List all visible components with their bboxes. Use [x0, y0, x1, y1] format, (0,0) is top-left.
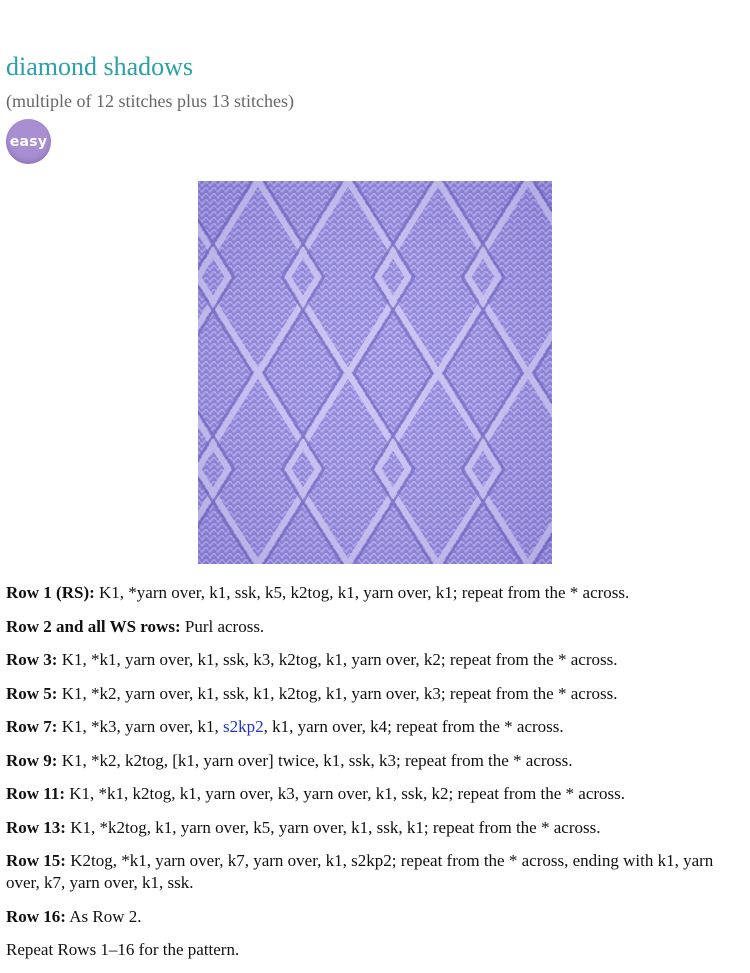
instruction-row-3: Row 3: K1, *k1, yarn over, k1, ssk, k3, k2tog, k1, yarn over, k2; repeat from the * across. — [6, 650, 618, 669]
knit-swatch-image — [198, 181, 552, 564]
instruction-row-5: Row 5: K1, *k2, yarn over, k1, ssk, k1, k2tog, k1, yarn over, k3; repeat from the * across. — [6, 683, 618, 703]
instruction-row-16: Row 16: As Row 2. — [6, 906, 142, 926]
instruction-row-9: Row 9: K1, *k2, k2tog, [k1, yarn over] twice, k1, ssk, k3; repeat from the * across. — [6, 750, 573, 770]
instruction-row-1: Row 1 (RS): K1, *yarn over, k1, ssk, k5, k2tog, k1, yarn over, k1; repeat from the * across. — [6, 583, 630, 602]
instruction-row-2: Row 2 and all WS rows: Purl across. — [6, 616, 265, 636]
s2kp2-link[interactable]: s2kp2 — [222, 717, 264, 736]
repeat-note: Repeat Rows 1–16 for the pattern. — [6, 940, 240, 959]
stitch-multiple: (multiple of 12 stitches plus 13 stitches) — [6, 91, 294, 111]
pattern-title: diamond shadows — [6, 52, 194, 81]
instruction-row-15: Row 15: K2tog, *k1, yarn over, k7, yarn over, k1, s2kp2; repeat from the * across, ending with k1, yarn over, k7, yarn over, k1, ssk. — [6, 851, 714, 892]
instruction-row-7: Row 7: K1, *k3, yarn over, k1, s2kp2, k1, yarn over, k4; repeat from the * across. — [6, 717, 564, 736]
instruction-row-11: Row 11: K1, *k1, k2tog, k1, yarn over, k3, yarn over, k1, ssk, k2; repeat from the * across. — [6, 784, 626, 803]
instruction-row-13: Row 13: K1, *k2tog, k1, yarn over, k5, yarn over, k1, ssk, k1; repeat from the * across. — [6, 817, 601, 837]
instructions — [6, 582, 736, 973]
difficulty-badge: easy — [6, 119, 51, 164]
